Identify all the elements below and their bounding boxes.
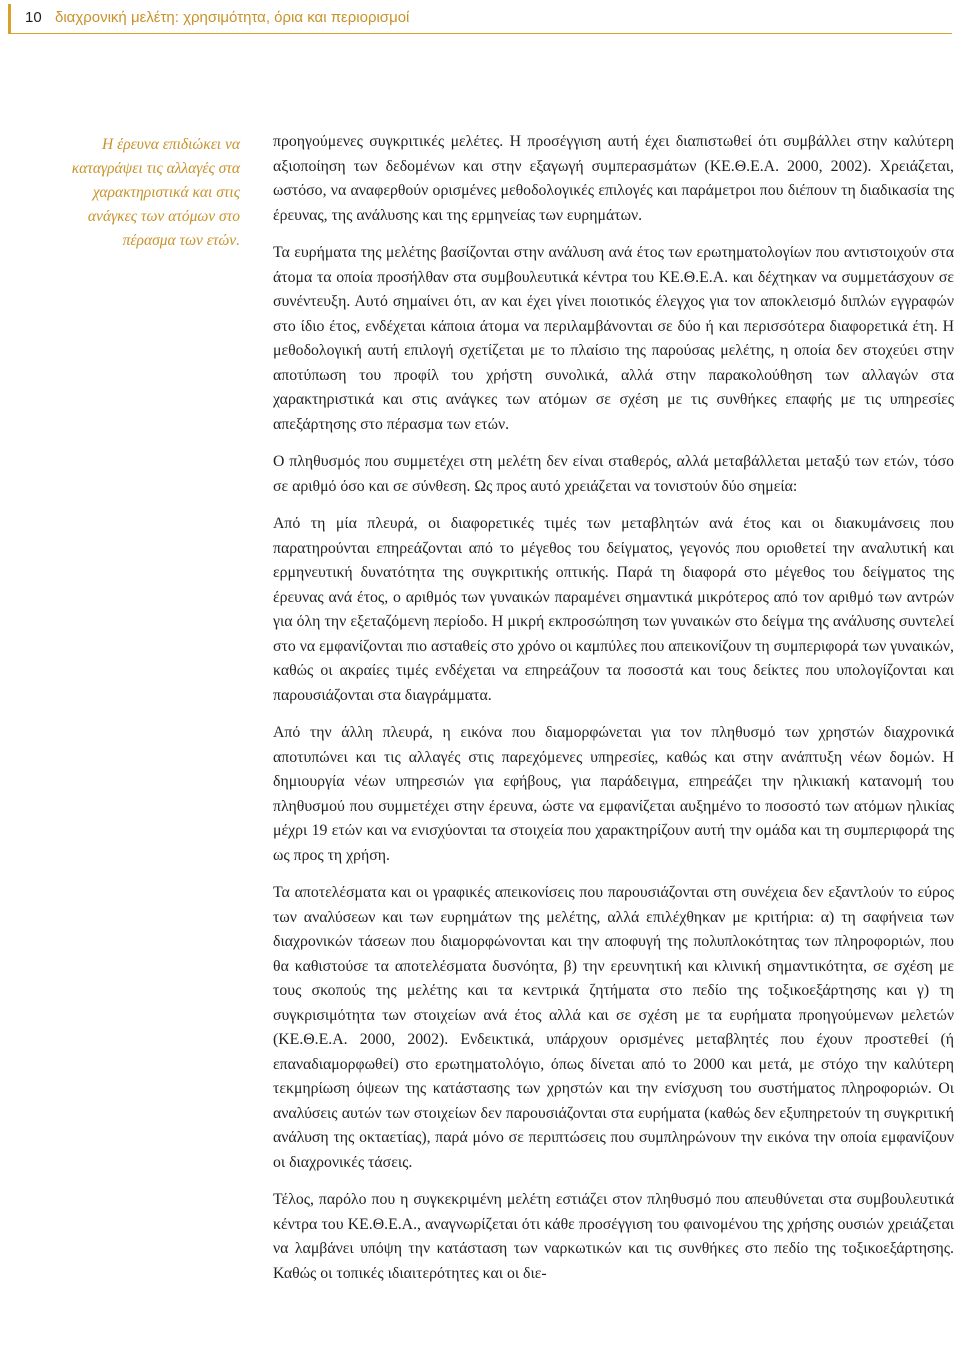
paragraph: προηγούμενες συγκριτικές μελέτες. Η προσέγγιση αυτή έχει διαπιστωθεί ότι συμβάλλει στην καλύτερη αξιοποίηση των δεδομένων και στην εξαγωγή συμπερασμάτων (ΚΕ.Θ.Ε.Α. 2000, 2002). Χρειάζεται, ωστόσο, να αναφερθούν ορισμένες μεθοδολογικές επιλογές και παράμετροι που διέπουν τη διαδικασία της έρευνας, της ανάλυσης και της ερμηνείας των ευρημάτων. xyxy=(273,133,954,224)
page-number: 10 xyxy=(25,9,42,26)
paragraph: Από τη μία πλευρά, οι διαφορετικές τιμές των μεταβλητών ανά έτος και οι διακυμάνσεις που παρατηρούνται επηρεάζονται από το μέγεθος του δείγματος, γεγονός που οριοθετεί την αναλυτική και ερμηνευτική δυνατότητα της συγκριτικής οπτικής. Παρά τη διαφορά στο μέγεθος του δείγματος της έρευνας ανά έτος, ο αριθμός των γυναικών παραμένει σημαντικά μικρότερος από τον αριθμό των αντρών για όλη την εξεταζόμενη περίοδο. Η μικρή εκπροσώπηση των γυναικών στο δείγμα της ανάλυσης συντελεί στο να εμφανίζονται πιο ασταθείς στο χρόνο οι καμπύλες που απεικονίζουν τη συμπεριφορά των γυναικών, καθώς οι ακραίες τιμές ενδέχεται να επηρεάζουν τα ποσοστά και τους δείκτες που υπολογίζονται και παρουσιάζονται στα διαγράμματα. xyxy=(273,515,954,704)
paragraph: Τα αποτελέσματα και οι γραφικές απεικονίσεις που παρουσιάζονται στη συνέχεια δεν εξαντλούν το εύρος των αναλύσεων και των ευρημάτων της μελέτης, αλλά επιλέχθηκαν με κριτήρια: α) τη σαφήνεια των διαχρονικών τάσεων που διαμορφώνονται και την αποφυγή της πολυπλοκότητας των πληροφοριών, που θα καθιστούσε τα αποτελέσματα δυσνόητα, β) την ερευνητική και κλινική σημαντικότητα, σε σχέση με τους σκοπούς της μελέτης και τα κεντρικά ζητήματα στο πεδίο της τοξικοεξάρτησης και γ) τη συγκρισιμότητα των στοιχείων ανά έτος αλλά και σε σχέση με τα ευρήματα προηγούμενων μελετών (ΚΕ.Θ.Ε.Α. 2000, 2002). Ενδεικτικά, υπάρχουν ορισμένες μεταβλητές που έχουν προστεθεί (ή επαναδιαμορφωθεί) στο ερωτηματολόγιο, όπως δίνεται από το 2000 και μετά, με στόχο την καλύτερη τεκμηρίωση όψεων της κατάστασης των χρηστών και την ενίσχυση του συστήματος πληροφοριών. Οι αναλύσεις αυτών των στοιχείων δεν παρουσιάζονται στα ευρήματα (καθώς δεν εξυπηρετούν τη συγκριτική ανάλυση της οκταετίας), παρά μόνο σε περιπτώσεις που συμπληρώνουν την εικόνα την οποία εμφανίζουν οι διαχρονικές τάσεις. xyxy=(273,884,954,1171)
paragraph: Από την άλλη πλευρά, η εικόνα που διαμορφώνεται για τον πληθυσμό των χρηστών διαχρονικά αποτυπώνει και τις αλλαγές στις παρεχόμενες υπηρεσίες, καθώς και στην ανάπτυξη νέων δομών. Η δημιουργία νέων υπηρεσιών για εφήβους, για παράδειγμα, επηρεάζει την ηλικιακή κατανομή του πληθυσμού που συμμετέχει στην έρευνα, ώστε να εμφανίζεται αυξημένο το ποσοστό των ατόμων ηλικίας μέχρι 19 ετών και να ενισχύονται τα στοιχεία που χαρακτηρίζουν αυτή την ομάδα και τη συμπεριφορά της ως προς τη χρήση. xyxy=(273,724,954,864)
paragraph: Τα ευρήματα της μελέτης βασίζονται στην ανάλυση ανά έτος των ερωτηματολογίων που αντιστοιχούν στα άτομα τα οποία προσήλθαν στα συμβουλευτικά κέντρα του ΚΕ.Θ.Ε.Α. και δέχτηκαν να συμμετάσχουν σε συνέντευξη. Αυτό σημαίνει ότι, αν και έχει γίνει ποιοτικός έλεγχος για τον αποκλεισμό διπλών εγγραφών στο ίδιο έτος, ενδέχεται κάποια άτομα να περιλαμβάνονται σε δύο ή και περισσότερα διαφορετικά έτη. Η μεθοδολογική αυτή επιλογή σχετίζεται με το πλαίσιο της παρούσας μελέτης, η οποία δεν στοχεύει στην αποτύπωση του προφίλ του χρήστη συνολικά, αλλά στην παρακολούθηση των αλλαγών στα χαρακτηριστικά και στις ανάγκες των ατόμων σε σχέση με τις συνθήκες επαφής με τις υπηρεσίες απεξάρτησης στο πέρασμα των ετών. xyxy=(273,244,954,433)
paragraph: Ο πληθυσμός που συμμετέχει στη μελέτη δεν είναι σταθερός, αλλά μεταβάλλεται μεταξύ των ετών, τόσο σε αριθμό όσο και σε σύνθεση. Ως προς αυτό χρειάζεται να τονιστούν δύο σημεία: xyxy=(273,453,954,495)
running-title: διαχρονική μελέτη: χρησιμότητα, όρια και περιορισμοί xyxy=(55,9,410,26)
margin-note: Η έρευνα επιδιώκει να καταγράψει τις αλλαγές στα χαρακτηριστικά και στις ανάγκες των ατόμων στο πέρασμα των ετών. xyxy=(71,136,240,249)
body-text xyxy=(273,130,954,1299)
paragraph: Τέλος, παρόλο που η συγκεκριμένη μελέτη εστιάζει στον πληθυσμό που απευθύνεται στα συμβουλευτικά κέντρα του ΚΕ.Θ.Ε.Α., αναγνωρίζεται ότι κάθε προσέγγιση του φαινομένου της χρήσης ουσιών χρειάζεται να λαμβάνει υπόψη την κατάσταση των ναρκωτικών και τις συνθήκες στο πεδίο της τοξικοεξάρτησης. Καθώς οι τοπικές ιδιαιτερότητες και οι διε- xyxy=(273,1191,954,1282)
page-header xyxy=(8,4,952,34)
